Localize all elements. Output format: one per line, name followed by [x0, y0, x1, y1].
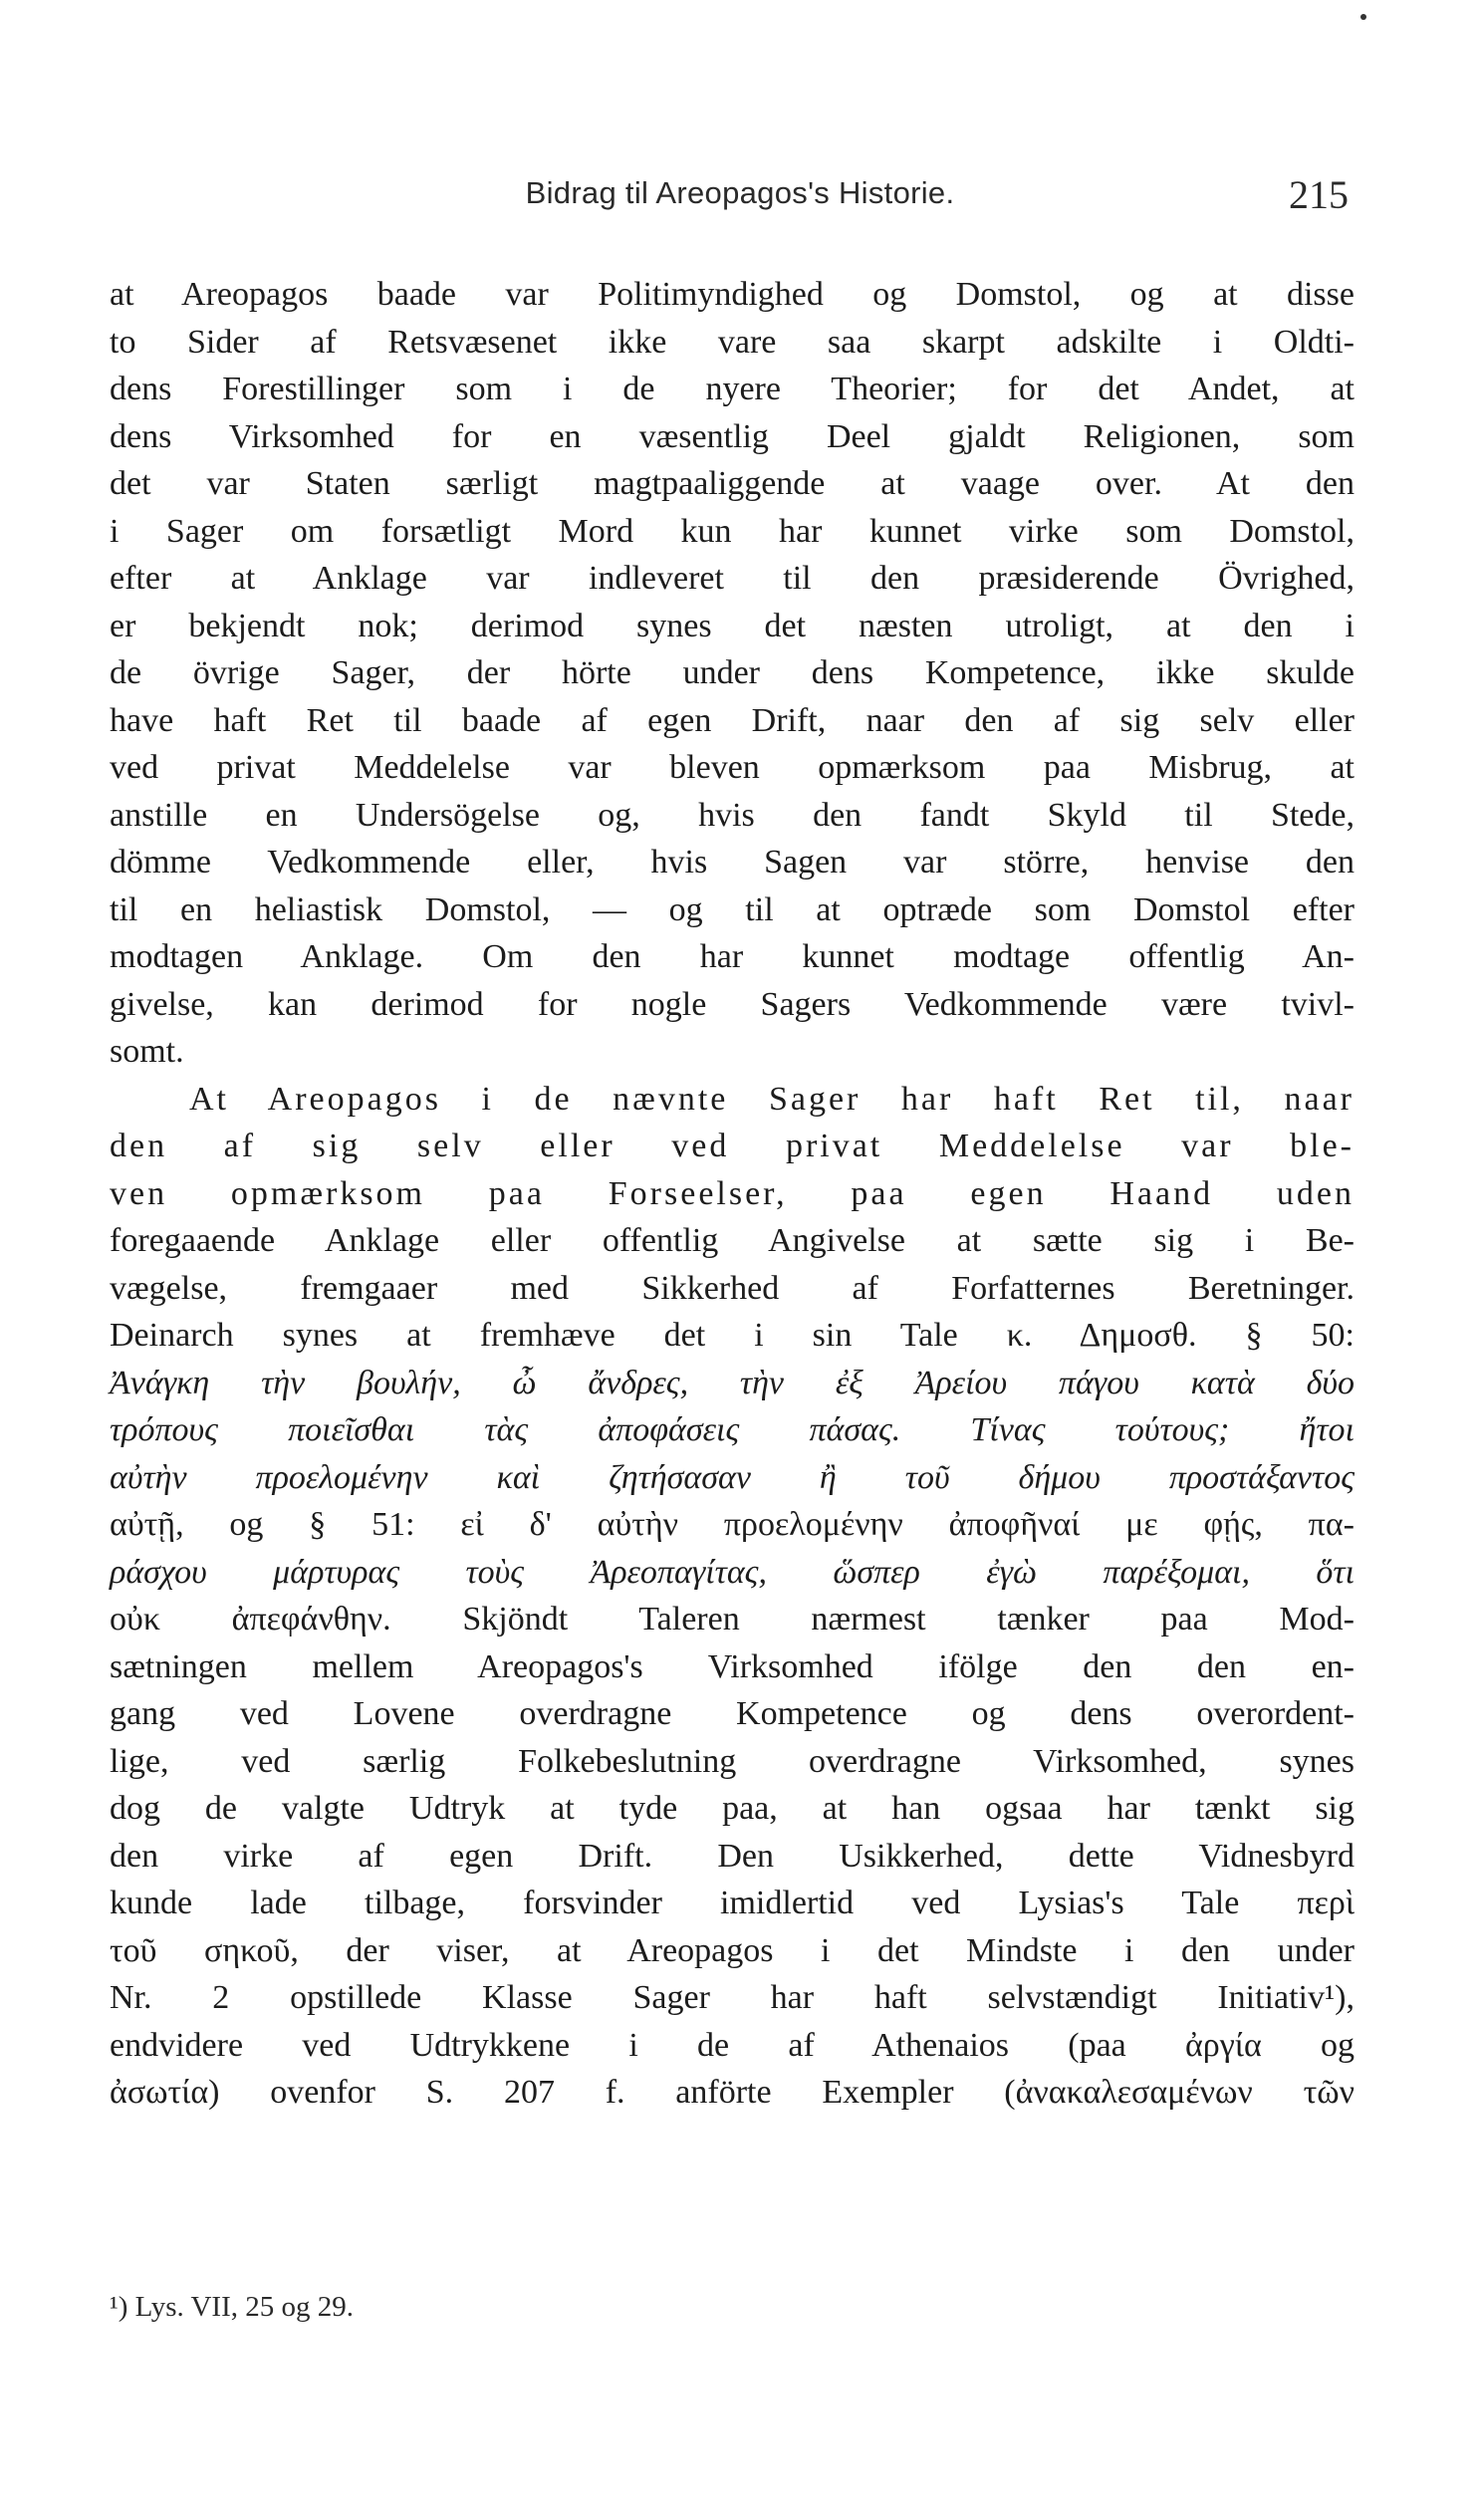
greek-text-line: Ἀνάγκη τὴν βουλήν, ὦ ἄνδρες, τὴν ἐξ Ἀρείου πάγου κατὰ δύο [110, 1364, 1355, 1401]
text-line: i Sager om forsætligt Mord kun har kunnet virke som Domstol, [110, 512, 1355, 550]
text-line: foregaaende Anklage eller offentlig Angivelse at sætte sig i Be- [110, 1222, 1355, 1259]
footnote [110, 2291, 354, 2324]
text-line: Nr. 2 opstillede Klasse Sager har haft selvstændigt Initiativ¹), [110, 1979, 1355, 2016]
text-line: modtagen Anklage. Om den har kunnet modtage offentlig An- [110, 938, 1355, 975]
text-line: vægelse, fremgaaer med Sikkerhed af Forfatternes Beretninger. [110, 1269, 1355, 1307]
greek-text-line: τρόπους ποιεῖσθαι τὰς ἀποφάσεις πάσας. Τίνας τούτους; ἤτοι [110, 1411, 1355, 1448]
footnote-marker: ¹) [110, 2291, 128, 2323]
text-line: efter at Anklage var indleveret til den præsiderende Övrighed, [110, 560, 1355, 597]
text-line: somt. [110, 1033, 184, 1070]
text-line: At Areopagos i de nævnte Sager har haft Ret til, naar [189, 1080, 1355, 1118]
text-line: have haft Ret til baade af egen Drift, naar den af sig selv eller [110, 701, 1355, 739]
text-line: er bekjendt nok; derimod synes det næsten utroligt, at den i [110, 607, 1355, 644]
text-line: kunde lade tilbage, forsvinder imidlertid ved Lysias's Tale περὶ [110, 1885, 1355, 1921]
text-line: ved privat Meddelelse var bleven opmærksom paa Misbrug, at [110, 749, 1355, 786]
text-line: det var Staten særligt magtpaaliggende at vaage over. At den [110, 465, 1355, 502]
text-line: til en heliastisk Domstol, — og til at optræde som Domstol efter [110, 890, 1355, 928]
text-line: Deinarch synes at fremhæve det i sin Tale κ. Δημοσθ. § 50: [110, 1317, 1355, 1354]
text-line: dog de valgte Udtryk at tyde paa, at han ogsaa har tænkt sig [110, 1790, 1355, 1827]
text-line: anstille en Undersögelse og, hvis den fandt Skyld til Stede, [110, 796, 1355, 834]
text-line: οὐκ ἀπεφάνθην. Skjöndt Taleren nærmest tænker paa Mod- [110, 1601, 1355, 1638]
text-line: dens Virksomhed for en væsentlig Deel gjaldt Religionen, som [110, 417, 1355, 455]
text-line: τοῦ σηκοῦ, der viser, at Areopagos i det Mindste i den under [110, 1931, 1355, 1969]
text-line: ἀσωτία) ovenfor S. 207 f. anförte Exempler (ἀνακαλεσαμένων τῶν [110, 2074, 1355, 2111]
text-line: gang ved Lovene overdragne Kompetence og dens overordent- [110, 1695, 1355, 1732]
body-text [110, 271, 1355, 2117]
text-line: to Sider af Retsvæsenet ikke vare saa skarpt adskilte i Oldti- [110, 323, 1355, 361]
running-title: Bidrag til Areopagos's Historie. [525, 175, 955, 210]
print-speck [1360, 14, 1366, 20]
running-head [0, 171, 1480, 219]
text-line: den af sig selv eller ved privat Meddelelse var ble- [110, 1128, 1355, 1164]
text-line: ven opmærksom paa Forseelser, paa egen Haand uden [110, 1174, 1355, 1212]
text-line: givelse, kan derimod for nogle Sagers Vedkommende være tvivl- [110, 985, 1355, 1023]
text-line: de övrige Sager, der hörte under dens Kompetence, ikke skulde [110, 654, 1355, 691]
text-line: endvidere ved Udtrykkene i de af Athenaios (paa ἀργία og [110, 2026, 1355, 2064]
text-line: dens Forestillinger som i de nyere Theorier; for det Andet, at [110, 371, 1355, 407]
greek-text-line: αὐτὴν προελομένην καὶ ζητήσασαν ἢ τοῦ δήμου προστάξαντος [110, 1458, 1355, 1496]
text-line: at Areopagos baade var Politimyndighed og Domstol, og at disse [110, 276, 1355, 313]
text-line: den virke af egen Drift. Den Usikkerhed, dette Vidnesbyrd [110, 1837, 1355, 1875]
text-line: dömme Vedkommende eller, hvis Sagen var större, henvise den [110, 844, 1355, 881]
page-number: 215 [1289, 172, 1349, 217]
text-line: sætningen mellem Areopagos's Virksomhed ifölge den den en- [110, 1647, 1355, 1685]
text-line: lige, ved særlig Folkebeslutning overdragne Virksomhed, synes [110, 1742, 1355, 1780]
text-line: αὐτῇ, og § 51: εἰ δ' αὐτὴν προελομένην ἀποφῆναί με φῄς, πα- [110, 1506, 1355, 1543]
greek-text-line: ράσχου μάρτυρας τοὺς Ἀρεοπαγίτας, ὥσπερ ἐγὼ παρέξομαι, ὅτι [110, 1553, 1355, 1591]
footnote-text: Lys. VII, 25 og 29. [134, 2291, 354, 2323]
